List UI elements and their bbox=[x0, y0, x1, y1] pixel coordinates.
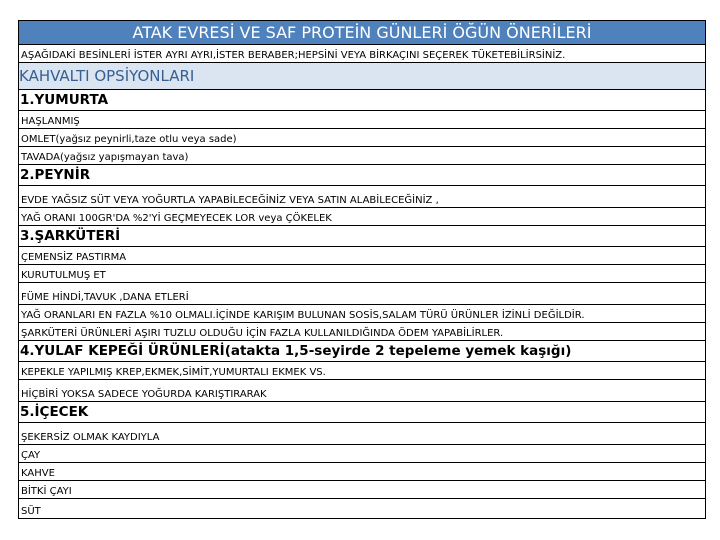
document-sheet bbox=[18, 20, 706, 519]
list-item: HAŞLANMIŞ bbox=[19, 111, 705, 129]
heading-cheese: 2.PEYNİR bbox=[19, 165, 705, 186]
list-item: YAĞ ORANI 100GR'DA %2'Yİ GEÇMEYECEK LOR veya ÇÖKELEK bbox=[19, 208, 705, 226]
list-item: ŞARKÜTERİ ÜRÜNLERİ AŞIRI TUZLU OLDUĞU İÇİN FAZLA KULLANILDIĞINDA ÖDEM YAPABİLİRLER. bbox=[19, 323, 705, 341]
list-item: HİÇBİRİ YOKSA SADECE YOĞURDA KARIŞTIRARAK bbox=[19, 380, 705, 402]
list-item: KEPEKLE YAPILMIŞ KREP,EKMEK,SİMİT,YUMURTALI EKMEK VS. bbox=[19, 362, 705, 380]
list-item: YAĞ ORANLARI EN FAZLA %10 OLMALI.İÇİNDE KARIŞIM BULUNAN SOSİS,SALAM TÜRÜ ÜRÜNLER İZİNLİ DEĞİLDİR. bbox=[19, 305, 705, 323]
list-item: TAVADA(yağsız yapışmayan tava) bbox=[19, 147, 705, 165]
list-item: KURUTULMUŞ ET bbox=[19, 265, 705, 283]
heading-oat-bran: 4.YULAF KEPEĞİ ÜRÜNLERİ(atakta 1,5-seyirde 2 tepeleme yemek kaşığı) bbox=[19, 341, 705, 362]
list-item: BİTKİ ÇAYI bbox=[19, 481, 705, 499]
list-item: ŞEKERSİZ OLMAK KAYDIYLA bbox=[19, 423, 705, 445]
list-item: SÜT bbox=[19, 499, 705, 519]
list-item: ÇAY bbox=[19, 445, 705, 463]
list-item: KAHVE bbox=[19, 463, 705, 481]
heading-egg: 1.YUMURTA bbox=[19, 90, 705, 111]
section-title-breakfast: KAHVALTI OPSİYONLARI bbox=[19, 63, 705, 90]
list-item: FÜME HİNDİ,TAVUK ,DANA ETLERİ bbox=[19, 283, 705, 305]
intro-text: AŞAĞIDAKİ BESİNLERİ İSTER AYRI AYRI,İSTER BERABER;HEPSİNİ VEYA BİRKAÇINI SEÇEREK TÜKETEBİLİRSİNİZ. bbox=[19, 45, 705, 63]
heading-drinks: 5.İÇECEK bbox=[19, 402, 705, 423]
page-title: ATAK EVRESİ VE SAF PROTEİN GÜNLERİ ÖĞÜN ÖNERİLERİ bbox=[19, 21, 705, 45]
list-item: ÇEMENSİZ PASTIRMA bbox=[19, 247, 705, 265]
list-item: OMLET(yağsız peynirli,taze otlu veya sade) bbox=[19, 129, 705, 147]
list-item: EVDE YAĞSIZ SÜT VEYA YOĞURTLA YAPABİLECEĞİNİZ VEYA SATIN ALABİLECEĞİNİZ , bbox=[19, 186, 705, 208]
heading-deli: 3.ŞARKÜTERİ bbox=[19, 226, 705, 247]
